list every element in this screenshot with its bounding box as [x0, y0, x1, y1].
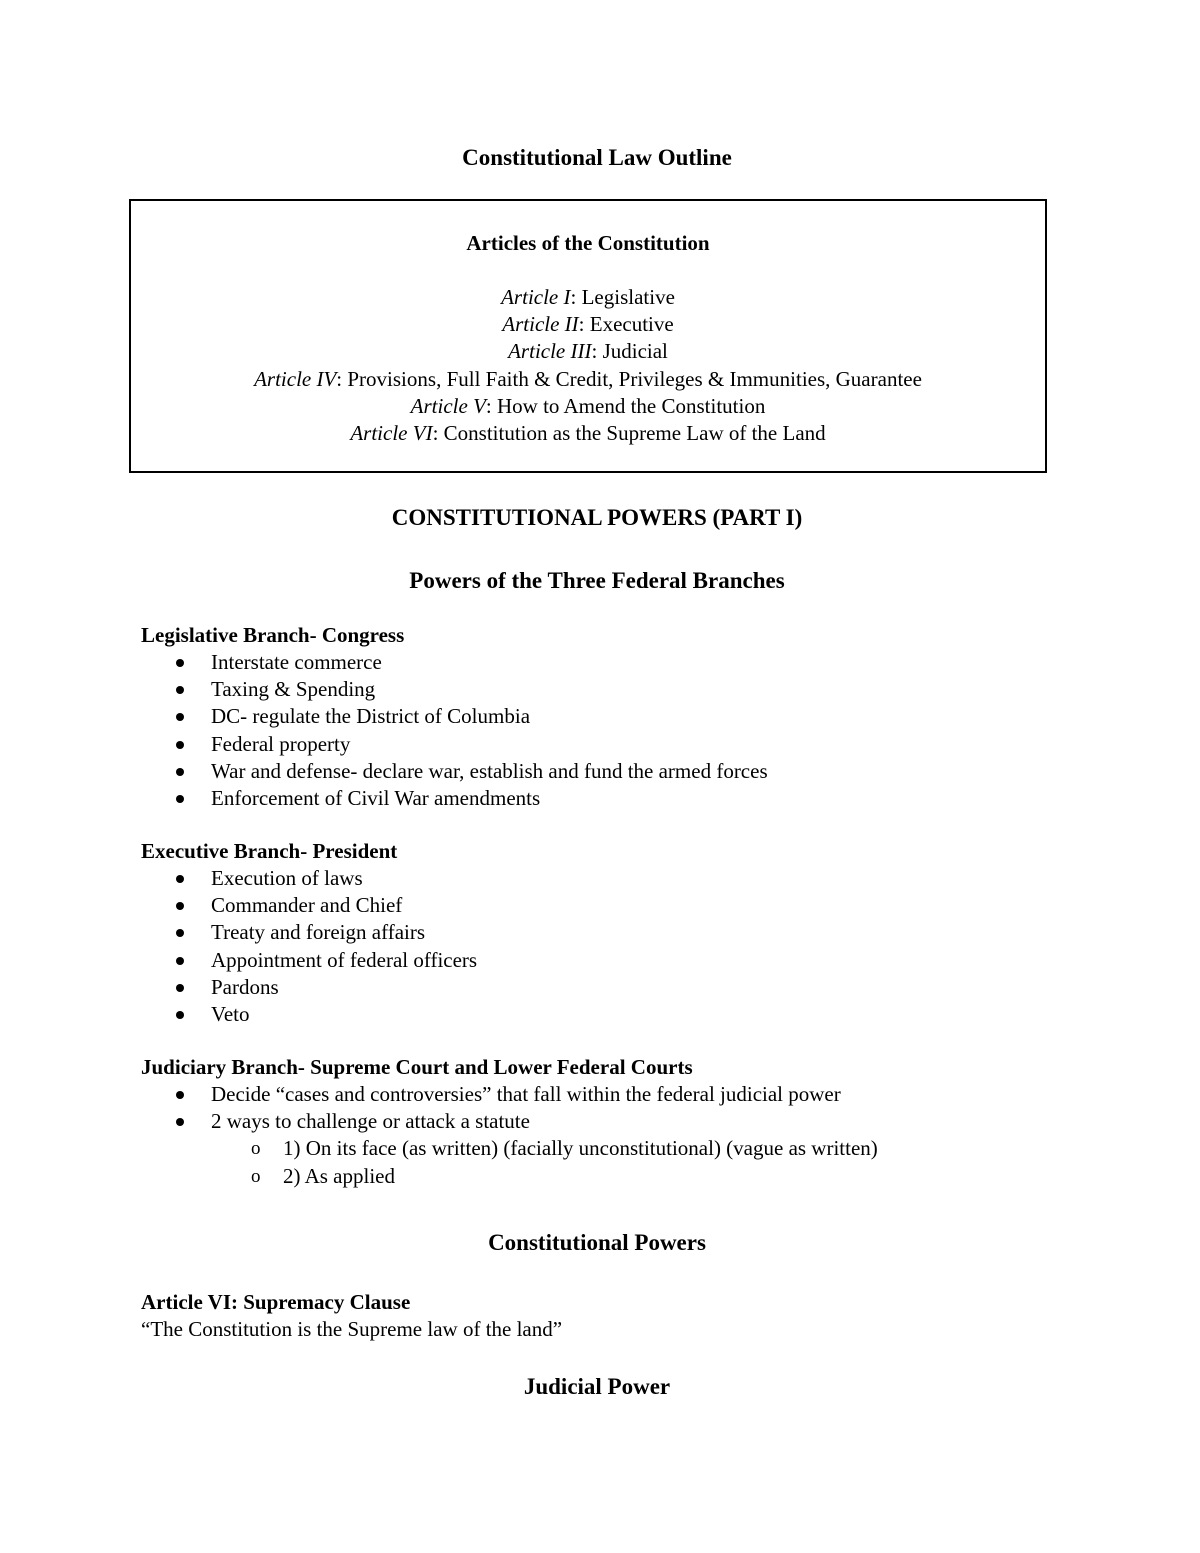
list-item	[141, 1108, 1101, 1135]
sub-list-item	[141, 1135, 1101, 1162]
list-item-text: War and defense- declare war, establish and fund the armed forces	[211, 758, 768, 783]
articles-heading: Articles of the Constitution	[466, 231, 710, 255]
bullet-icon	[176, 713, 184, 721]
bullet-icon	[176, 659, 184, 667]
list-item	[141, 785, 1101, 812]
bullet-icon	[176, 1091, 184, 1099]
article-name: Article I	[501, 285, 571, 309]
article-line	[131, 420, 1045, 447]
bullet-icon	[176, 875, 184, 883]
list-item-text: Interstate commerce	[211, 650, 382, 674]
article-name: Article IV	[254, 366, 337, 391]
list-item	[141, 947, 1101, 974]
article-line	[131, 366, 1045, 393]
executive-section	[141, 838, 1101, 1028]
bullet-icon	[176, 768, 184, 776]
supremacy-section	[141, 1289, 1101, 1343]
list-item-text: Appointment of federal officers	[211, 947, 478, 972]
article-description: : Provisions, Full Faith & Credit, Privileges & Immunities, Guarantee	[336, 366, 922, 391]
supremacy-quote: “The Constitution is the Supreme law of the land”	[141, 1317, 563, 1341]
article-line	[131, 393, 1045, 420]
judiciary-list	[141, 1081, 1101, 1135]
branches-heading: Powers of the Three Federal Branches	[409, 568, 785, 593]
list-item-text: Execution of laws	[211, 866, 363, 890]
list-item-text: Pardons	[211, 974, 279, 999]
list-item-text: Enforcement of Civil War amendments	[211, 786, 541, 811]
document-title: Constitutional Law Outline	[462, 145, 732, 170]
bullet-icon	[176, 902, 184, 910]
article-description: : Legislative	[570, 285, 675, 309]
hollow-bullet-icon: o	[251, 1138, 261, 1160]
bullet-icon	[176, 929, 184, 937]
bullet-icon	[176, 1118, 184, 1126]
article-description: : How to Amend the Constitution	[485, 393, 766, 418]
judiciary-sub-list	[141, 1135, 1101, 1189]
list-item	[141, 703, 1101, 730]
executive-heading: Executive Branch- President	[141, 839, 398, 863]
bullet-icon	[176, 795, 184, 803]
article-name: Article III	[508, 339, 592, 364]
list-item-text: 2 ways to challenge or attack a statute	[211, 1109, 530, 1134]
articles-box	[129, 199, 1047, 473]
articles-list	[131, 284, 1045, 447]
list-item-text: Taxing & Spending	[211, 677, 376, 702]
list-item-text: Veto	[211, 1002, 250, 1027]
hollow-bullet-icon: o	[251, 1165, 261, 1187]
sub-list-item-text: 2) As applied	[283, 1163, 395, 1188]
constitutional-powers-heading: Constitutional Powers	[488, 1230, 706, 1255]
part-heading: CONSTITUTIONAL POWERS (PART I)	[391, 505, 803, 530]
list-item	[141, 731, 1101, 758]
list-item	[141, 1081, 1101, 1108]
article-line	[131, 311, 1045, 338]
article-line	[131, 338, 1045, 365]
article-line	[131, 284, 1045, 311]
bullet-icon	[176, 984, 184, 992]
bullet-icon	[176, 741, 184, 749]
supremacy-heading: Article VI: Supremacy Clause	[141, 1290, 411, 1314]
list-item-text: DC- regulate the District of Columbia	[211, 704, 531, 729]
list-item-text: Treaty and foreign affairs	[211, 920, 426, 945]
article-description: : Executive	[578, 312, 674, 337]
sub-list-item-text: 1) On its face (as written) (facially unconstitutional) (vague as written)	[283, 1136, 878, 1161]
bullet-icon	[176, 1011, 184, 1019]
list-item	[141, 892, 1101, 919]
list-item	[141, 758, 1101, 785]
list-item	[141, 1001, 1101, 1028]
judiciary-heading: Judiciary Branch- Supreme Court and Lower Federal Courts	[141, 1055, 693, 1079]
list-item	[141, 865, 1101, 892]
article-description: : Judicial	[591, 339, 668, 364]
article-name: Article II	[502, 312, 579, 337]
bullet-icon	[176, 686, 184, 694]
judicial-power-heading: Judicial Power	[523, 1374, 671, 1399]
executive-list	[141, 865, 1101, 1028]
legislative-section	[141, 622, 1101, 812]
list-item-text: Commander and Chief	[211, 893, 403, 918]
legislative-list	[141, 649, 1101, 812]
bullet-icon	[176, 957, 184, 965]
article-name: Article V	[410, 393, 486, 418]
list-item-text: Federal property	[211, 731, 351, 756]
list-item	[141, 649, 1101, 676]
list-item	[141, 974, 1101, 1001]
judiciary-section	[141, 1054, 1101, 1190]
list-item-text: Decide “cases and controversies” that fall within the federal judicial power	[211, 1082, 841, 1106]
list-item	[141, 919, 1101, 946]
list-item	[141, 676, 1101, 703]
article-name: Article VI	[350, 421, 433, 446]
legislative-heading: Legislative Branch- Congress	[141, 623, 405, 647]
article-description: : Constitution as the Supreme Law of the Land	[432, 421, 826, 446]
sub-list-item	[141, 1163, 1101, 1190]
